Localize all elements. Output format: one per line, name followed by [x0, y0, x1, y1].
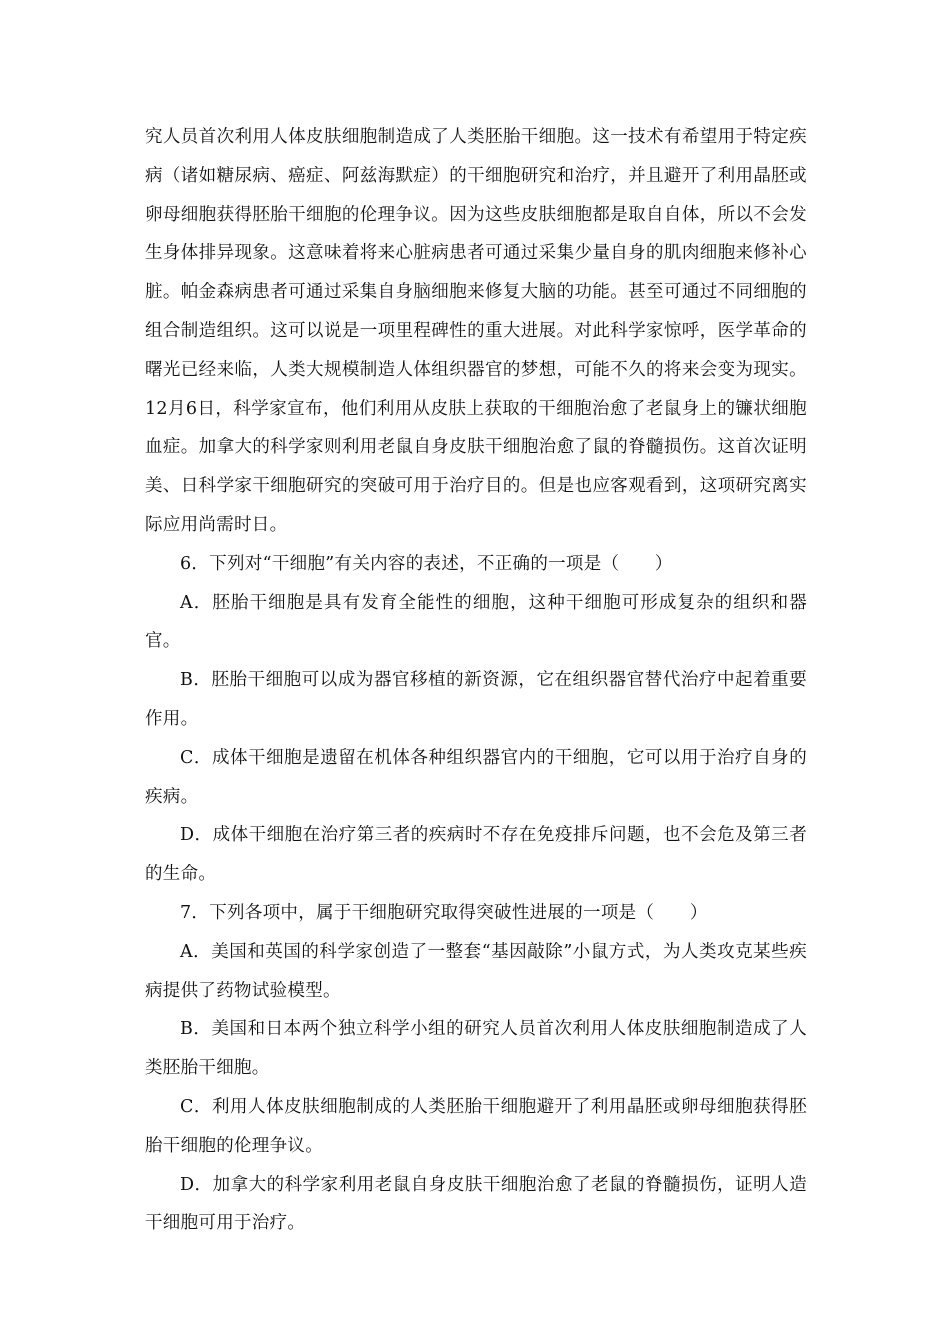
question-7-option-a: A．美国和英国的科学家创造了一整套“基因敲除”小鼠方式，为人类攻克某些疾病提供了药物试验模型。 [145, 941, 807, 1001]
question-7-option-b: B．美国和日本两个独立科学小组的研究人员首次利用人体皮肤细胞制造成了人类胚胎干细胞。 [145, 1019, 807, 1079]
document-body [145, 118, 807, 1243]
passage-paragraph: 究人员首次利用人体皮肤细胞制造成了人类胚胎干细胞。这一技术有希望用于特定疾病（诸如糖尿病、癌症、阿兹海默症）的干细胞研究和治疗，并且避开了利用晶胚或卵母细胞获得胚胎干细胞的伦理争议。因为这些皮肤细胞都是取自自体，所以不会发生身体排异现象。这意味着将来心脏病患者可通过采集少量自身的肌肉细胞来修补心脏。帕金森病患者可通过采集自身脑细胞来修复大脑的功能。甚至可通过不同细胞的组合制造组织。这可以说是一项里程碑性的重大进展。对此科学家惊呼，医学革命的曙光已经来临，人类大规模制造人体组织器官的梦想，可能不久的将来会变为现实。12月6日，科学家宣布，他们利用从皮肤上获取的干细胞治愈了老鼠身上的镰状细胞血症。加拿大的科学家则利用老鼠自身皮肤干细胞治愈了鼠的脊髓损伤。这首次证明美、日科学家干细胞研究的突破可用于治疗目的。但是也应客观看到，这项研究离实际应用尚需时日。 [145, 127, 807, 535]
question-6-option-b: B．胚胎干细胞可以成为器官移植的新资源，它在组织器官替代治疗中起着重要作用。 [145, 670, 807, 729]
question-6-option-a: A．胚胎干细胞是具有发育全能性的细胞，这种干细胞可形成复杂的组织和器官。 [145, 592, 807, 652]
question-7-option-d: D．加拿大的科学家利用老鼠自身皮肤干细胞治愈了老鼠的脊髓损伤，证明人造干细胞可用于治疗。 [145, 1174, 807, 1234]
question-6-option-c: C．成体干细胞是遗留在机体各种组织器官内的干细胞，它可以用于治疗自身的疾病。 [145, 747, 807, 807]
question-6-option-d: D．成体干细胞在治疗第三者的疾病时不存在免疫排斥问题，也不会危及第三者的生命。 [145, 825, 807, 885]
question-7-option-c: C．利用人体皮肤细胞制成的人类胚胎干细胞避开了利用晶胚或卵母细胞获得胚胎干细胞的伦理争议。 [145, 1096, 807, 1156]
question-7-stem: 7．下列各项中，属于干细胞研究取得突破性进展的一项是（ ） [180, 902, 708, 923]
question-6-stem: 6．下列对“干细胞”有关内容的表述，不正确的一项是（ ） [180, 553, 673, 574]
